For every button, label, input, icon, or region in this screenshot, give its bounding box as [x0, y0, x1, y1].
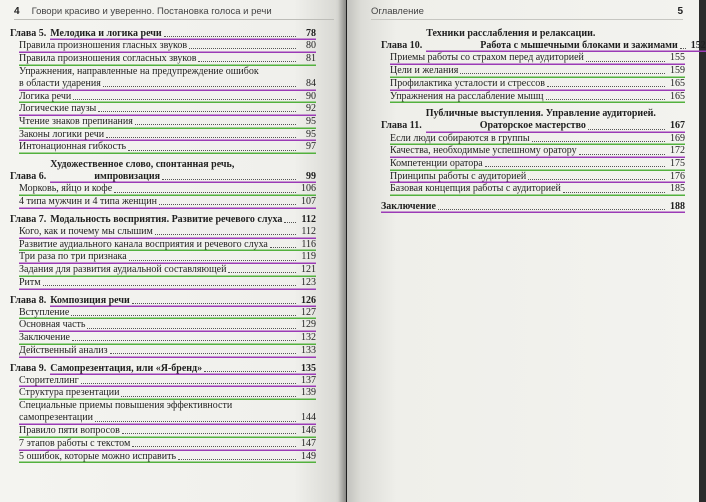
page-number: 5	[677, 5, 683, 17]
entry-title: Морковь, яйцо и кофе	[19, 183, 113, 195]
dot-leader	[189, 48, 296, 49]
toc-entry	[19, 425, 316, 438]
dot-leader	[438, 209, 665, 210]
chapter-title	[50, 295, 316, 307]
toc-chapter	[10, 28, 316, 154]
entry-title: Заключение	[19, 332, 70, 344]
toc-entry	[390, 65, 685, 78]
page-ref: 84	[306, 77, 316, 89]
table-of-contents	[381, 28, 706, 218]
chapter-title-line: Заключение	[381, 201, 436, 213]
dot-leader	[132, 303, 296, 304]
toc-chapter	[10, 159, 316, 209]
dot-leader	[81, 383, 296, 384]
running-title: Оглавление	[371, 5, 424, 17]
page-ref: 127	[301, 306, 316, 318]
dot-leader	[164, 36, 296, 37]
chapter-title-line: импровизация	[94, 171, 161, 183]
chapter-title	[50, 28, 316, 40]
chapter-heading	[10, 28, 316, 40]
page-ref: 139	[301, 387, 316, 399]
toc-entry	[390, 158, 685, 171]
entry-title: Основная часть	[19, 319, 86, 331]
toc-entry	[19, 66, 316, 91]
dot-leader	[135, 124, 296, 125]
chapter-title	[50, 363, 316, 375]
dot-leader	[680, 48, 686, 49]
dot-leader	[485, 166, 665, 167]
running-head	[371, 4, 683, 20]
chapter-heading	[381, 201, 685, 213]
table-of-contents	[10, 28, 316, 468]
page-ref: 121	[301, 264, 316, 276]
entry-title: Приемы работы со страхом перед аудиторией	[390, 52, 584, 64]
page-ref: 175	[670, 158, 685, 170]
dot-leader	[43, 285, 296, 286]
chapter-title-line: Художественное слово, спонтанная речь,	[50, 159, 235, 171]
dot-leader	[460, 73, 665, 74]
toc-entry	[390, 133, 685, 146]
entry-title: Ритм	[19, 276, 41, 288]
page-ref: 149	[301, 450, 316, 462]
dot-leader	[72, 340, 296, 341]
dot-leader	[588, 129, 665, 130]
page-ref: 137	[301, 374, 316, 386]
page-ref: 107	[301, 196, 316, 208]
chapter-heading	[10, 159, 316, 183]
entry-title: Вступление	[19, 306, 70, 318]
toc-entry	[19, 239, 316, 252]
page-ref: 188	[670, 201, 685, 213]
chapter-heading	[381, 108, 685, 132]
dot-leader	[546, 99, 665, 100]
entry-title: Компетенции оратора	[390, 158, 483, 170]
entry-title: Правила произношения гласных звуков	[19, 40, 188, 52]
page-ref: 185	[670, 183, 685, 195]
entry-title: Законы логики речи	[19, 128, 105, 140]
dot-leader	[155, 234, 296, 235]
dot-leader	[204, 371, 296, 372]
toc-entry	[19, 196, 316, 209]
toc-entry	[390, 78, 685, 91]
page-ref: 165	[670, 77, 685, 89]
entry-title: Три раза по три признака	[19, 251, 127, 263]
toc-entry	[19, 345, 316, 358]
chapter-title	[381, 201, 685, 213]
page-ref: 126	[301, 294, 316, 306]
chapter-number: Глава 5.	[10, 28, 47, 39]
page-ref: 90	[306, 90, 316, 102]
entry-title: Логические паузы	[19, 103, 97, 115]
dot-leader	[228, 272, 296, 273]
dot-leader	[103, 86, 296, 87]
toc-entry	[19, 103, 316, 116]
chapter-title	[426, 28, 706, 52]
section-list	[19, 375, 316, 463]
toc-entry	[390, 171, 685, 184]
entry-title: Цели и желания	[390, 65, 459, 77]
chapter-title-line: Публичные выступления. Управление аудиторией.	[425, 108, 656, 120]
chapter-number: Глава 7.	[10, 213, 47, 225]
dot-leader	[178, 459, 296, 460]
dot-leader	[122, 433, 296, 434]
chapter-title-line: Работа с мышечными блоками и зажимами	[480, 40, 678, 52]
dot-leader	[87, 328, 296, 329]
section-list	[390, 52, 685, 103]
page-ref: 119	[301, 251, 316, 263]
page-ref: 99	[306, 171, 316, 183]
section-list	[19, 226, 316, 290]
dot-leader	[284, 222, 296, 223]
entry-title: Действенный анализ	[19, 344, 108, 356]
toc-entry	[390, 91, 685, 104]
entry-title: Если люди собираются в группы	[390, 132, 530, 144]
entry-title: Базовая концепция работы с аудиторией	[390, 183, 561, 195]
entry-title: Упражнения на расслабление мышц	[390, 90, 544, 102]
entry-title: Специальные приемы повышения эффективности	[19, 400, 233, 412]
page-number: 4	[14, 5, 20, 17]
dot-leader	[106, 137, 296, 138]
running-title: Говори красиво и уверенно. Постановка голоса и речи	[31, 5, 272, 17]
chapter-heading	[10, 295, 316, 307]
entry-title: Профилактика усталости и стрессов	[390, 77, 545, 89]
chapter-title-line: Ораторское мастерство	[479, 120, 586, 132]
chapter-number: Глава 6.	[10, 171, 47, 183]
page-ref: 81	[306, 52, 316, 64]
entry-title: Логика речи	[19, 90, 72, 102]
toc-entry	[19, 91, 316, 104]
toc-entry	[19, 129, 316, 142]
entry-title: 7 этапов работы с текстом	[19, 437, 131, 449]
toc-entry	[19, 226, 316, 239]
page-ref: 144	[301, 412, 316, 424]
dot-leader	[110, 353, 296, 354]
entry-title: Интонационная гибкость	[19, 141, 127, 153]
page-ref: 165	[670, 90, 685, 102]
toc-entry	[19, 183, 316, 196]
section-list	[390, 133, 685, 197]
entry-title: Кого, как и почему мы слышим	[19, 226, 153, 238]
page-ref: 106	[301, 183, 316, 195]
chapter-number: Глава 10.	[381, 40, 423, 52]
chapter-heading	[10, 363, 316, 375]
dot-leader	[532, 141, 665, 142]
entry-title: Качества, необходимые успешному оратору	[390, 145, 577, 157]
chapter-title-line: Техники расслабления и релаксации.	[426, 28, 596, 39]
chapter-number: Глава 9.	[10, 362, 47, 374]
entry-title: 5 ошибок, которые можно исправить	[19, 450, 177, 462]
toc-entry	[19, 251, 316, 264]
dot-leader	[128, 150, 296, 151]
toc-entry	[390, 145, 685, 158]
toc-entry	[19, 375, 316, 388]
toc-chapter	[10, 295, 316, 358]
toc-chapter	[10, 214, 316, 290]
dot-leader	[162, 179, 296, 180]
dot-leader	[547, 86, 665, 87]
toc-entry	[19, 264, 316, 277]
entry-title: Развитие аудиального канала восприятия и речевого слуха	[19, 238, 268, 250]
toc-entry	[19, 400, 316, 425]
toc-entry	[19, 307, 316, 320]
right-page	[347, 0, 706, 502]
left-page	[0, 0, 346, 502]
page-ref: 135	[301, 362, 316, 374]
entry-title: Правила произношения согласных звуков	[19, 52, 197, 64]
toc-chapter	[10, 363, 316, 464]
dot-leader	[159, 204, 296, 205]
dot-leader	[121, 396, 296, 397]
chapter-title	[426, 108, 685, 132]
toc-entry	[19, 40, 316, 53]
chapter-heading	[381, 28, 706, 52]
page-ref: 172	[670, 145, 685, 157]
toc-entry	[19, 332, 316, 345]
page-ref: 95	[306, 128, 316, 140]
entry-title: Задания для развития аудиальной составляющей	[19, 264, 227, 276]
chapter-number: Глава 8.	[10, 294, 47, 306]
page-ref: 159	[670, 65, 685, 77]
section-list	[19, 40, 316, 154]
chapter-number: Глава 11.	[381, 120, 422, 132]
page-ref: 123	[301, 276, 316, 288]
dot-leader	[270, 247, 296, 248]
chapter-heading	[10, 214, 316, 226]
dot-leader	[132, 446, 296, 447]
chapter-title	[50, 159, 316, 183]
dot-leader	[129, 260, 296, 261]
running-head	[14, 4, 334, 20]
page-ref: 80	[306, 40, 316, 52]
page-ref: 169	[670, 132, 685, 144]
page-ref: 78	[306, 28, 316, 39]
toc-entry	[19, 53, 316, 66]
toc-entry	[19, 116, 316, 129]
toc-entry	[19, 438, 316, 451]
entry-title: Чтение знаков препинания	[19, 115, 133, 127]
entry-title: самопрезентации	[19, 412, 93, 424]
page-ref: 92	[306, 103, 316, 115]
dot-leader	[579, 154, 665, 155]
page-ref: 133	[301, 344, 316, 356]
entry-title: 4 типа мужчин и 4 типа женщин	[19, 196, 157, 208]
toc-entry	[19, 141, 316, 154]
dot-leader	[114, 192, 296, 193]
page-ref: 155	[670, 52, 685, 64]
chapter-title-line: Самопрезентация, или «Я-бренд»	[50, 362, 203, 374]
page-ref: 176	[670, 170, 685, 182]
toc-entry	[390, 52, 685, 65]
chapter-title-line: Композиция речи	[50, 294, 130, 306]
dot-leader	[73, 99, 296, 100]
entry-title: в области ударения	[19, 77, 101, 89]
entry-title: Структура презентации	[19, 387, 120, 399]
page-ref: 112	[301, 213, 316, 225]
dot-leader	[71, 315, 296, 316]
section-list	[19, 183, 316, 208]
page-ref: 112	[301, 226, 316, 238]
toc-entry	[390, 183, 685, 196]
section-list	[19, 307, 316, 358]
dot-leader	[528, 179, 665, 180]
page-ref: 167	[670, 120, 685, 132]
chapter-title-line: Модальность восприятия. Развитие речевого слуха	[50, 213, 283, 225]
entry-title: Сторителлинг	[19, 374, 79, 386]
dot-leader	[198, 61, 296, 62]
toc-entry	[19, 277, 316, 290]
entry-title: Правило пяти вопросов	[19, 425, 120, 437]
page-ref: 152	[690, 40, 706, 52]
dot-leader	[98, 111, 296, 112]
toc-chapter	[381, 201, 685, 213]
toc-entry	[19, 319, 316, 332]
page-ref: 129	[301, 319, 316, 331]
page-ref: 95	[306, 115, 316, 127]
dot-leader	[95, 421, 296, 422]
dot-leader	[586, 61, 665, 62]
toc-entry	[19, 387, 316, 400]
dot-leader	[563, 192, 665, 193]
chapter-title	[50, 214, 316, 226]
page-ref: 116	[301, 238, 316, 250]
chapter-title-line: Мелодика и логика речи	[50, 28, 162, 39]
page-ref: 132	[301, 332, 316, 344]
entry-title: Упражнения, направленные на предупреждение ошибок	[19, 65, 259, 77]
entry-title: Принципы работы с аудиторией	[390, 170, 527, 182]
toc-chapter	[381, 28, 706, 103]
page-ref: 147	[301, 437, 316, 449]
toc-chapter	[381, 108, 685, 196]
toc-entry	[19, 451, 316, 464]
page-ref: 97	[306, 141, 316, 153]
page-ref: 146	[301, 425, 316, 437]
